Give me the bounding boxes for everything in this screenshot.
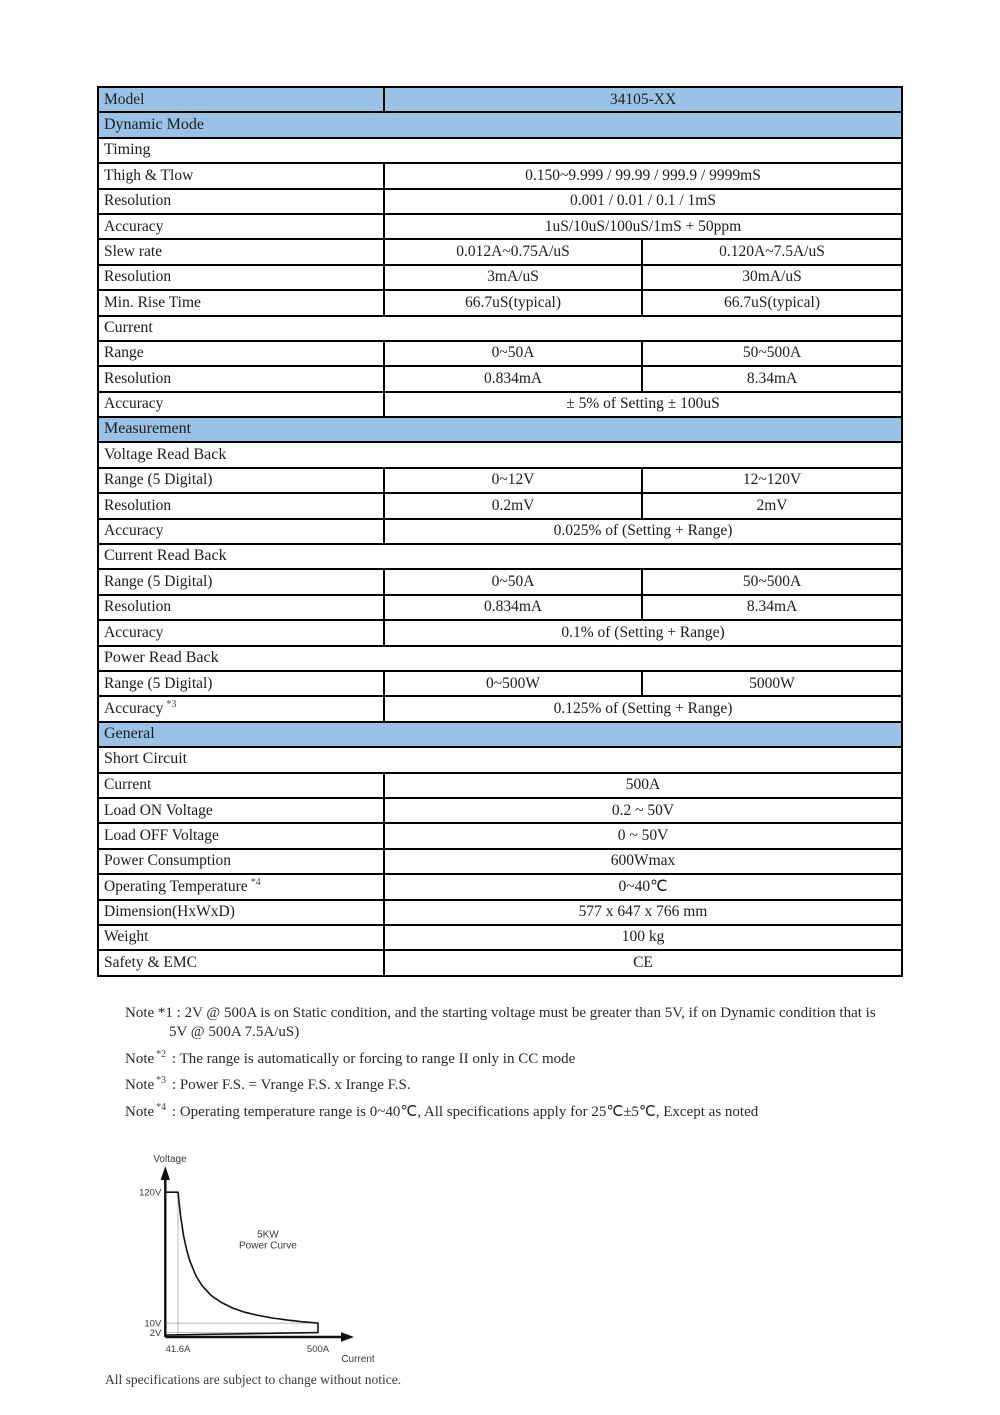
- row-value-range2: 50~500A: [642, 341, 902, 366]
- note-line: [125, 1004, 925, 1042]
- note-body: : The range is automatically or forcing to range II only in CC mode: [168, 1050, 576, 1067]
- table-row: [98, 417, 902, 442]
- table-row: [98, 620, 902, 645]
- row-label-text: Resolution: [104, 192, 172, 210]
- table-row: [98, 493, 902, 518]
- row-label-text: Power Consumption: [104, 852, 232, 870]
- table-row: [98, 595, 902, 620]
- row-label-text: Load OFF Voltage: [104, 826, 219, 844]
- section-row-label: Power Read Back: [98, 646, 902, 671]
- section-row-label: Short Circuit: [98, 747, 902, 772]
- row-value: 100 kg: [384, 925, 902, 950]
- row-label: [98, 214, 384, 239]
- table-row: [98, 519, 902, 544]
- row-value-range1: 0~50A: [384, 569, 642, 594]
- row-label: [98, 392, 384, 417]
- row-value: 600Wmax: [384, 849, 902, 874]
- power-envelope-line: [165, 1192, 318, 1335]
- table-row: [98, 823, 902, 848]
- row-value-range1: 0.012A~0.75A/uS: [384, 239, 642, 264]
- row-label-text: Current: [104, 776, 152, 794]
- table-row: [98, 87, 902, 112]
- notes-section: [125, 1004, 925, 1129]
- x-axis-label: Current: [341, 1354, 375, 1365]
- row-value: 1uS/10uS/100uS/1mS + 50ppm: [384, 214, 902, 239]
- row-label: [98, 823, 384, 848]
- chart-y-ticks: [139, 1188, 162, 1339]
- note-reference: *2: [156, 1048, 167, 1060]
- note-body-continued: 5V @ 500A 7.5A/uS): [169, 1023, 300, 1040]
- note-line: [125, 1075, 925, 1095]
- table-row: [98, 950, 902, 975]
- section-row-label: Timing: [98, 138, 902, 163]
- row-label: Resolution: [98, 265, 384, 290]
- table-row: [98, 341, 902, 366]
- row-label: [98, 950, 384, 975]
- x-axis-arrow-icon: [341, 1332, 354, 1341]
- row-label: [98, 849, 384, 874]
- row-value-range1: 0~12V: [384, 468, 642, 493]
- table-row: [98, 442, 902, 467]
- table-row: [98, 214, 902, 239]
- row-value-range1: 0.2mV: [384, 493, 642, 518]
- row-label-text: Model: [104, 90, 145, 108]
- table-row: [98, 544, 902, 569]
- note-head: Note: [125, 1050, 155, 1067]
- row-label: [98, 798, 384, 823]
- spec-table: [97, 86, 903, 977]
- table-row: [98, 747, 902, 772]
- table-row: [98, 849, 902, 874]
- row-value: 500A: [384, 773, 902, 798]
- chart-gridlines: [165, 1192, 318, 1335]
- row-value: ± 5% of Setting ± 100uS: [384, 392, 902, 417]
- row-label: Range (5 Digital): [98, 569, 384, 594]
- chart-annotation: [239, 1229, 297, 1251]
- table-row: [98, 696, 902, 721]
- row-value-range1: 0~50A: [384, 341, 642, 366]
- table-row: [98, 189, 902, 214]
- row-label-text: Weight: [104, 928, 149, 946]
- row-value: 0.125% of (Setting + Range): [384, 696, 902, 721]
- note-reference: *3: [166, 699, 177, 711]
- section-row-label: Current: [98, 316, 902, 341]
- section-row-label: Current Read Back: [98, 544, 902, 569]
- note-head: Note *1: [125, 1005, 173, 1021]
- row-label: [98, 773, 384, 798]
- table-row: [98, 265, 902, 290]
- y-axis-arrow-icon: [161, 1166, 170, 1180]
- row-label: [98, 900, 384, 925]
- y-axis-label: Voltage: [153, 1154, 187, 1165]
- note-body: : Power F.S. = Vrange F.S. x Irange F.S.: [168, 1077, 411, 1094]
- note-head: Note: [125, 1077, 155, 1094]
- row-label: Resolution: [98, 366, 384, 391]
- table-row: [98, 773, 902, 798]
- row-value: 577 x 647 x 766 mm: [384, 900, 902, 925]
- row-label: Range (5 Digital): [98, 671, 384, 696]
- row-label: Resolution: [98, 493, 384, 518]
- row-value-range1: 0.834mA: [384, 366, 642, 391]
- row-value-range2: 66.7uS(typical): [642, 290, 902, 315]
- row-value: 0~40℃: [384, 874, 902, 899]
- row-value: 0.150~9.999 / 99.99 / 999.9 / 9999mS: [384, 163, 902, 188]
- row-label: [98, 874, 384, 899]
- row-value-range2: 50~500A: [642, 569, 902, 594]
- y-tick-label: 120V: [139, 1187, 162, 1199]
- row-label: [98, 519, 384, 544]
- note-body: : Operating temperature range is 0~40℃, All specifications apply for 25℃±5℃, Except as noted: [168, 1104, 759, 1120]
- row-label-text: Load ON Voltage: [104, 801, 213, 819]
- row-value-range2: 2mV: [642, 493, 902, 518]
- table-row: [98, 138, 902, 163]
- row-label-text: Accuracy: [104, 700, 164, 718]
- table-row: [98, 290, 902, 315]
- row-label-text: Operating Temperature: [104, 878, 248, 896]
- row-value: 0.025% of (Setting + Range): [384, 519, 902, 544]
- chart-x-ticks: [166, 1344, 330, 1355]
- row-label-text: Thigh & Tlow: [104, 166, 194, 184]
- note-reference: *3: [156, 1075, 167, 1087]
- row-label: Min. Rise Time: [98, 290, 384, 315]
- y-tick-label: 10V: [144, 1318, 162, 1330]
- row-value: 0.1% of (Setting + Range): [384, 620, 902, 645]
- row-label: [98, 620, 384, 645]
- y-tick-label: 2V: [149, 1328, 162, 1340]
- row-value-range2: 8.34mA: [642, 595, 902, 620]
- table-row: [98, 163, 902, 188]
- row-label: [98, 696, 384, 721]
- row-value-range1: 3mA/uS: [384, 265, 642, 290]
- row-label: Slew rate: [98, 239, 384, 264]
- row-label-text: Dimension(HxWxD): [104, 903, 235, 921]
- annotation-text: Power Curve: [239, 1240, 297, 1252]
- note-line: [125, 1102, 925, 1122]
- power-curve-chart: [130, 1145, 390, 1375]
- row-label: [98, 163, 384, 188]
- table-row: [98, 239, 902, 264]
- note-head: Note: [125, 1104, 155, 1120]
- row-value-range1: 0~500W: [384, 671, 642, 696]
- note-line: [125, 1049, 925, 1069]
- row-label-text: Accuracy: [104, 522, 164, 540]
- table-row: [98, 925, 902, 950]
- table-row: [98, 392, 902, 417]
- table-row: [98, 722, 902, 747]
- row-label-text: Accuracy: [104, 623, 164, 641]
- row-value-range1: 0.834mA: [384, 595, 642, 620]
- note-body: : 2V @ 500A is on Static condition, and the starting voltage must be greater than 5V, if on Dynamic condition that is: [172, 1005, 876, 1021]
- row-value: 34105-XX: [384, 87, 902, 112]
- section-row-label: Dynamic Mode: [98, 112, 902, 137]
- row-value: 0 ~ 50V: [384, 823, 902, 848]
- row-value-range2: 30mA/uS: [642, 265, 902, 290]
- table-row: [98, 569, 902, 594]
- row-value-range2: 8.34mA: [642, 366, 902, 391]
- table-row: [98, 366, 902, 391]
- row-value-range2: 0.120A~7.5A/uS: [642, 239, 902, 264]
- row-label: Range: [98, 341, 384, 366]
- power-curve-svg: [130, 1145, 390, 1375]
- table-row: [98, 468, 902, 493]
- note-reference: *4: [250, 877, 261, 889]
- row-label-text: Accuracy: [104, 395, 164, 413]
- row-value-range2: 12~120V: [642, 468, 902, 493]
- spec-table-body: [98, 87, 902, 976]
- table-row: [98, 646, 902, 671]
- table-row: [98, 798, 902, 823]
- row-label: [98, 925, 384, 950]
- table-row: [98, 874, 902, 899]
- row-label-text: Accuracy: [104, 217, 164, 235]
- table-row: [98, 112, 902, 137]
- table-row: [98, 671, 902, 696]
- table-row: [98, 900, 902, 925]
- note-reference: *4: [156, 1102, 167, 1113]
- section-row-label: Voltage Read Back: [98, 442, 902, 467]
- row-label: Resolution: [98, 595, 384, 620]
- section-row-label: General: [98, 722, 902, 747]
- row-label-text: Safety & EMC: [104, 953, 197, 971]
- row-value: CE: [384, 950, 902, 975]
- annotation-text: 5KW: [257, 1229, 279, 1241]
- x-tick-label: 41.6A: [165, 1344, 191, 1355]
- row-value: 0.2 ~ 50V: [384, 798, 902, 823]
- row-value: 0.001 / 0.01 / 0.1 / 1mS: [384, 189, 902, 214]
- section-row-label: Measurement: [98, 417, 902, 442]
- row-label: [98, 87, 384, 112]
- row-label: [98, 189, 384, 214]
- footer-note: All specifications are subject to change without notice.: [105, 1372, 402, 1387]
- row-value-range1: 66.7uS(typical): [384, 290, 642, 315]
- row-label: Range (5 Digital): [98, 468, 384, 493]
- x-tick-label: 500A: [306, 1344, 330, 1355]
- table-row: [98, 316, 902, 341]
- row-value-range2: 5000W: [642, 671, 902, 696]
